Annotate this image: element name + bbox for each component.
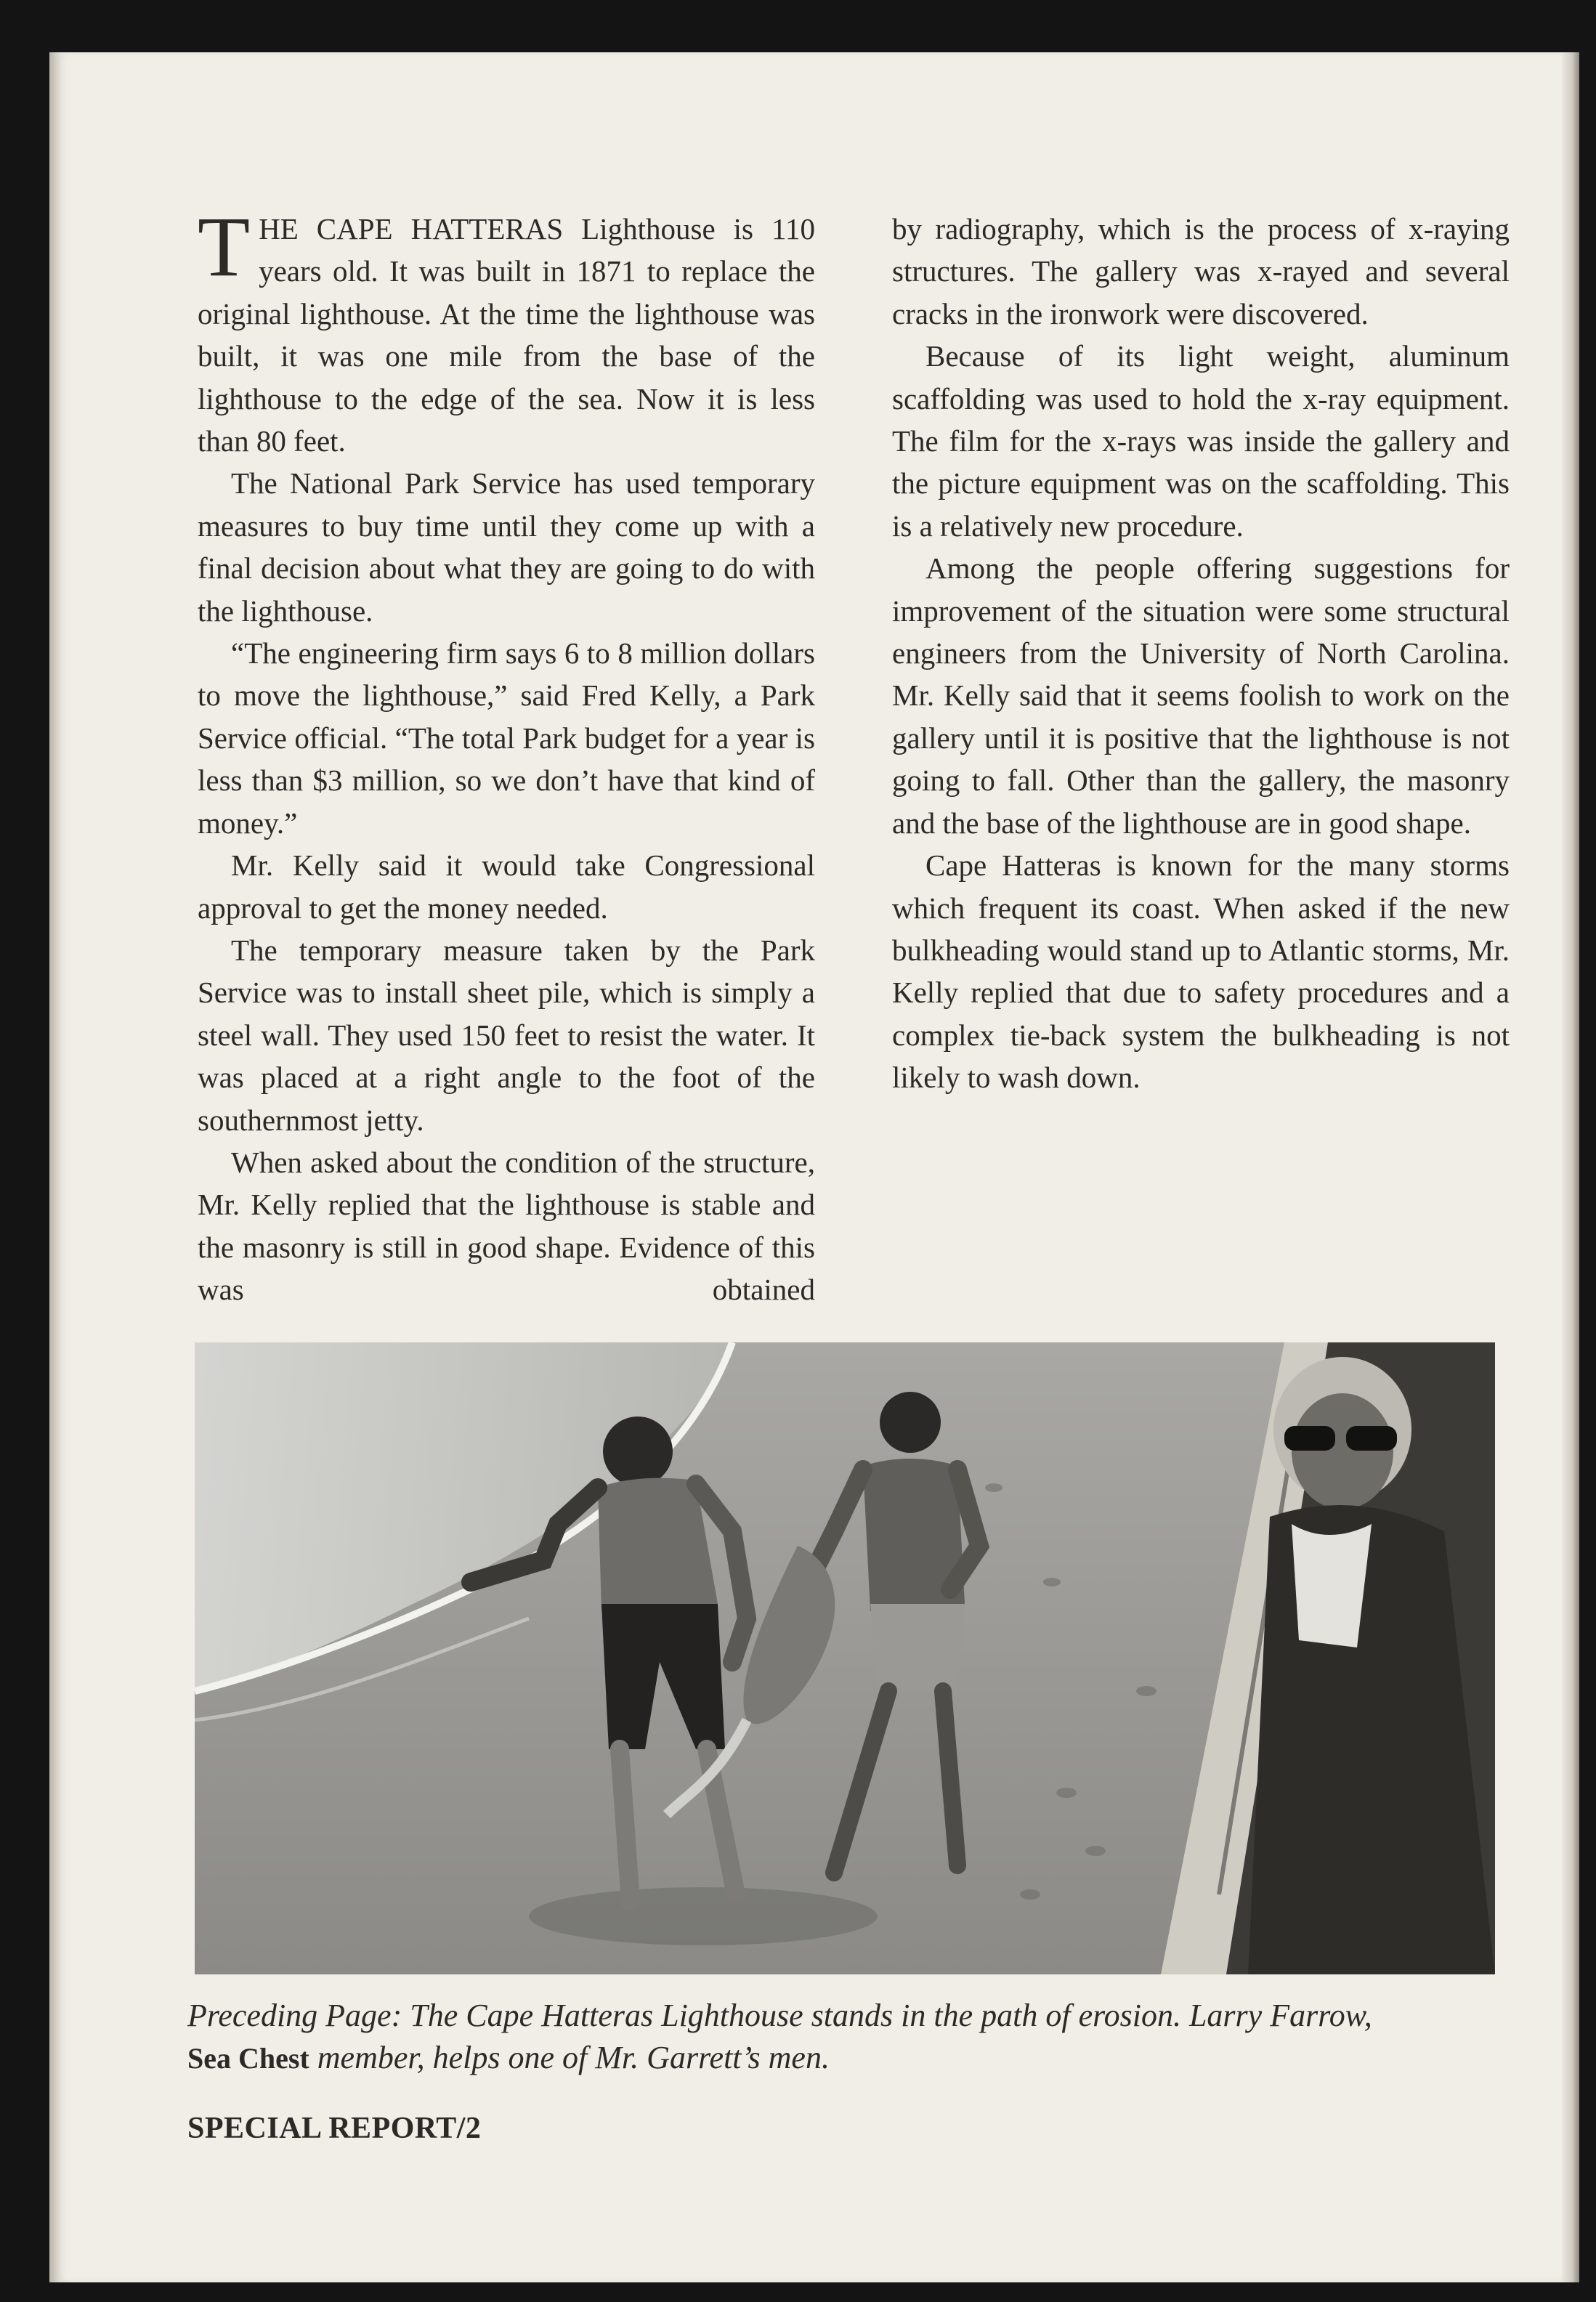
photo-caption xyxy=(187,1995,1524,2080)
paragraph: Among the people offering suggestions for improvement of the situation were some structural engineers from the University of North Carolina. Mr. Kelly said that it seems foolish to work on the gallery until it is positive that the lighthouse is not going to fall. Other than the gallery, the masonry and the base of the lighthouse are in good shape. xyxy=(892,551,1510,840)
paragraph: Cape Hatteras is known for the many storms which frequent its coast. When asked if the new bulkheading would stand up to Atlantic storms, Mr. Kelly replied that due to safety procedures and a complex tie-back system the bulkheading is not likely to wash down. xyxy=(892,848,1510,1095)
photo-illustration xyxy=(195,1342,1495,1974)
paragraph: The National Park Service has used temporary measures to buy time until they come up with a final decision about what they are going to do with the lighthouse. xyxy=(198,466,815,628)
page-footer: SPECIAL REPORT/2 xyxy=(187,2112,482,2145)
paragraph: Mr. Kelly said it would take Congressional approval to get the money needed. xyxy=(198,848,815,925)
paragraph-text: HE CAPE HATTERAS Lighthouse is 110 years old. It was built in 1871 to replace the original lighthouse. At the time the lighthouse was built, it was one mile from the base of the lighthouse to the edge of the sea. Now it is less than 80 feet. xyxy=(198,212,815,458)
binding-edge xyxy=(49,52,61,2282)
paragraph: When asked about the condition of the structure, Mr. Kelly replied that the lighthouse is stable and the masonry is still in good shape. Evidence of this was obtained xyxy=(198,1145,815,1307)
paragraph: “The engineering firm says 6 to 8 million dollars to move the lighthouse,” said Fred Kelly, a Park Service official. “The total Park budget for a year is less than $3 million, so we don’t have that kind of money.” xyxy=(198,636,815,840)
page-edge xyxy=(1562,52,1579,2282)
drop-cap: T xyxy=(198,199,251,294)
article-right-column xyxy=(892,208,1510,1099)
paragraph: by radiography, which is the process of x-raying structures. The gallery was x-rayed and several cracks in the ironwork were discovered. xyxy=(892,212,1510,331)
publication-name: Sea Chest xyxy=(187,2042,309,2075)
paragraph: Because of its light weight, aluminum scaffolding was used to hold the x-ray equipment. The film for the x-rays was inside the gallery and the picture equipment was on the scaffolding. This is a relatively new procedure. xyxy=(892,339,1510,543)
beach-photo xyxy=(195,1342,1495,1974)
article-left-column xyxy=(198,199,815,1311)
caption-text: member, helps one of Mr. Garrett’s men. xyxy=(317,2040,830,2075)
paragraph xyxy=(198,199,815,462)
paragraph: The temporary measure taken by the Park Service was to install sheet pile, which is simply a steel wall. They used 150 feet to resist the water. It was placed at a right angle to the foot of the southernmost jetty. xyxy=(198,933,815,1137)
caption-text: Preceding Page: The Cape Hatteras Lighthouse stands in the path of erosion. Larry Farrow, xyxy=(187,1998,1372,2033)
